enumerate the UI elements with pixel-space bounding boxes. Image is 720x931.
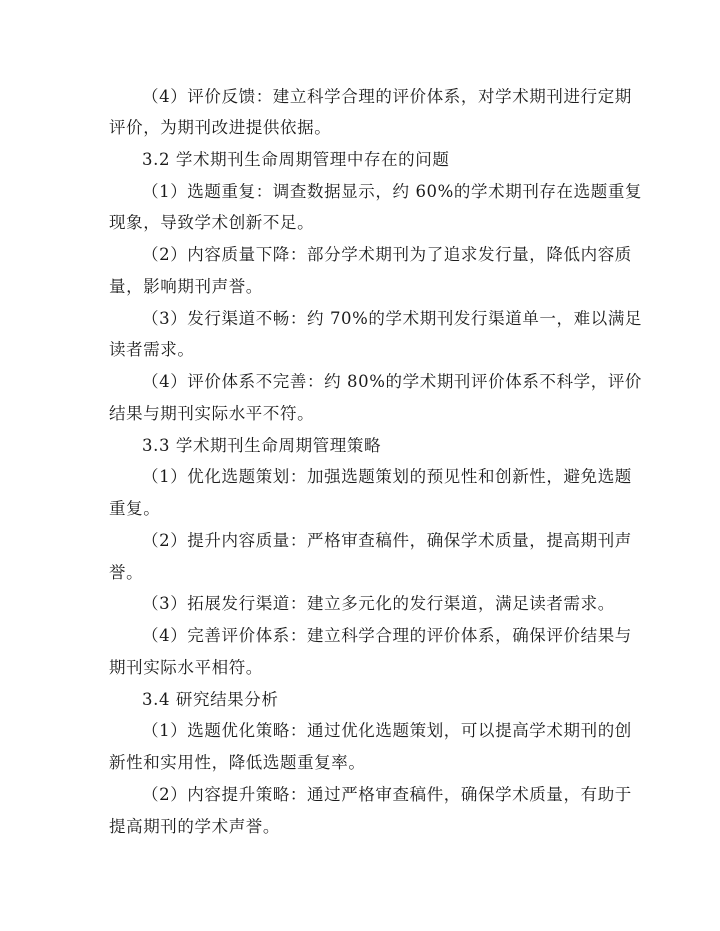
section-heading-3-2: 3.2 学术期刊生命周期管理中存在的问题: [142, 150, 450, 169]
paragraph-expand-channels: （3）拓展发行渠道：建立多元化的发行渠道，满足读者需求。: [142, 594, 615, 613]
paragraph-content-strategy: （2）内容提升策略：通过严格审查稿件，确保学术质量，有助于: [142, 785, 632, 804]
paragraph-improve-quality-cont: 誉。: [109, 563, 144, 582]
paragraph-topic-repetition-cont: 现象，导致学术创新不足。: [109, 213, 315, 232]
paragraph-topic-repetition: （1）选题重复：调查数据显示，约 60%的学术期刊存在选题重复: [142, 182, 643, 201]
paragraph-quality-decline-cont: 量，影响期刊声誉。: [109, 277, 263, 296]
section-heading-3-3: 3.3 学术期刊生命周期管理策略: [142, 436, 382, 455]
paragraph-4-continuation: 评价，为期刊改进提供依据。: [109, 118, 332, 137]
paragraph-improve-evaluation: （4）完善评价体系：建立科学合理的评价体系，确保评价结果与: [142, 626, 632, 645]
paragraph-content-strategy-cont: 提高期刊的学术声誉。: [109, 817, 280, 836]
paragraph-distribution-cont: 读者需求。: [109, 340, 195, 359]
paragraph-quality-decline: （2）内容质量下降：部分学术期刊为了追求发行量，降低内容质: [142, 245, 632, 264]
paragraph-topic-strategy: （1）选题优化策略：通过优化选题策划，可以提高学术期刊的创: [142, 721, 632, 740]
section-heading-3-4: 3.4 研究结果分析: [142, 690, 279, 709]
paragraph-4-evaluation-feedback: （4）评价反馈：建立科学合理的评价体系，对学术期刊进行定期: [142, 87, 632, 106]
paragraph-optimize-topics-cont: 重复。: [109, 499, 161, 518]
paragraph-topic-strategy-cont: 新性和实用性，降低选题重复率。: [109, 753, 366, 772]
paragraph-distribution: （3）发行渠道不畅：约 70%的学术期刊发行渠道单一，难以满足: [142, 309, 643, 328]
paragraph-evaluation-system-cont: 结果与期刊实际水平不符。: [109, 404, 315, 423]
paragraph-improve-quality: （2）提升内容质量：严格审查稿件，确保学术质量，提高期刊声: [142, 531, 632, 550]
paragraph-evaluation-system: （4）评价体系不完善：约 80%的学术期刊评价体系不科学，评价: [142, 372, 643, 391]
paragraph-improve-evaluation-cont: 期刊实际水平相符。: [109, 658, 263, 677]
paragraph-optimize-topics: （1）优化选题策划：加强选题策划的预见性和创新性，避免选题: [142, 467, 632, 486]
